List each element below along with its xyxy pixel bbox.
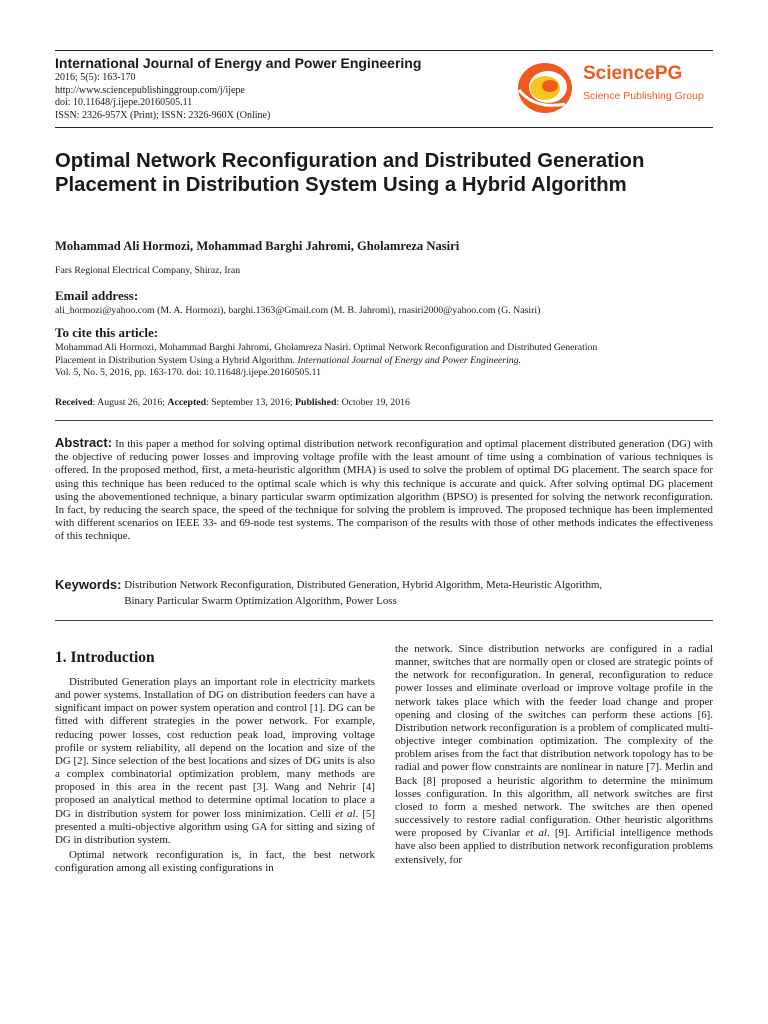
intro-paragraph-1 [55, 676, 375, 847]
abstract-text: In this paper a method for solving optimal distribution network reconfiguration and optimal placement distributed generation (DG) with the objective of reducing power losses and improving voltage profile with the least amount of time using a combination of various techniques is offered. In the proposed method, first, a meta-heuristic algorithm (MHA) is used to solve the problem of optimal DG placement. The search space for using this technique has been reduced to the optimal scale which is why this technique is accurate and quick. After solving optimal DG placement using the abovementioned technique, a binary particular swarm optimization algorithm (BPSO) is presented for solving the network reconfiguration. In fact, by reducing the search space, the speed of the technique for solving the problem is improved. The proposed technique has been implemented with different scenarios on IEEE 33- and 69-node test systems. The comparison of the results with those of other methods indicates the effectiveness of this technique. [55, 438, 713, 543]
journal-doi: doi: 10.11648/j.ijepe.20160505.11 [55, 97, 193, 109]
intro-right-text: the network. Since distribution networks are configured in a radial manner, switches that are normally open or closed are strategic points of the network for reconfiguration. In general, reconfiguration to reduce power losses and eliminate overload or improve voltage profile in the network takes place which with the feeder load change and proper opening and closing of the switches can perform these actions [6]. Distribution network reconfiguration is a problem of complicated multi-objective integer combination optimization. The complexity of the problem arises from the fact that distribution network topology has to be radial and power flow constraints are nonlinear in nature [7]. Merlin and Back [8] proposed a heuristic algorithm to determine the minimum losses configuration. In this algorithm, all network switches are first closed to form a meshed network. The switches are then opened successively to restore radial configuration. Other heuristic algorithms were proposed by Civanlar [395, 643, 713, 840]
received-label: Received [55, 397, 93, 408]
header-bottom-rule [55, 127, 713, 128]
header-top-rule [55, 50, 713, 51]
paper-title: Optimal Network Reconfiguration and Distributed Generation Placement in Distribution System Using a Hybrid Algorithm [55, 150, 645, 196]
journal-meta [55, 72, 270, 122]
cite-line-2-text: Placement in Distribution System Using a Hybrid Algorithm. [55, 354, 298, 366]
logo-subtitle: Science Publishing Group [583, 90, 704, 102]
sciencepg-swirl-icon [515, 60, 577, 116]
sciencepg-logo [513, 60, 713, 115]
keywords-label: Keywords: [55, 577, 122, 592]
published-date: : October 19, 2016 [336, 397, 410, 408]
cite-journal: International Journal of Energy and Power Engineering. [297, 354, 522, 366]
journal-issn: ISSN: 2326-957X (Print); ISSN: 2326-960X (Online) [55, 109, 271, 121]
email-heading: Email address: [55, 288, 139, 303]
intro-right-end: . [9]. Artificial intelligence methods have also been applied to distribution network reconfiguration problems extensively, for [395, 827, 713, 866]
intro-p1-text: Distributed Generation plays an important role in electricity markets and power systems. Installation of DG on distribution feeders can have a significant impact on power system operation and control [1]. DG can be fitted with different strategies in the power network. For example, reducing power losses, cost reduction peak load, improving voltage profile or system reliability, all depend on the location and size of the DG [2]. Since selection of the best locations and sizes of DG units is also a complex combinatorial optimization problem, many methods are proposed in this area in the recent past [3]. Wang and Nehrir [4] proposed an analytical method to determine optimal location to place a DG in distribution system for power loss minimization. Celli [55, 676, 375, 820]
cite-line-2 [55, 355, 597, 368]
logo-name: SciencePG [583, 63, 683, 84]
intro-right-paragraph [395, 643, 713, 867]
journal-url[interactable]: http://www.sciencepublishinggroup.com/j/ijepe [55, 84, 245, 96]
publication-dates [55, 397, 410, 408]
abstract-top-rule [55, 420, 713, 421]
keywords [55, 577, 713, 609]
email-addresses: ali_hormozi@yahoo.com (M. A. Hormozi), barghi.1363@Gmail.com (M. B. Jahromi), rnasiri2000@yahoo.com (G. Nasiri) [55, 305, 541, 316]
intro-right-etal: et al [525, 827, 547, 840]
intro-right-column [395, 643, 713, 867]
keywords-line-1: Distribution Network Reconfiguration, Distributed Generation, Hybrid Algorithm, Meta-Heuristic Algorithm, [124, 579, 603, 591]
journal-issue: 2016; 5(5): 163-170 [55, 72, 136, 83]
abstract [55, 436, 713, 544]
cite-line-1: Mohammad Ali Hormozi, Mohammad Barghi Jahromi, Gholamreza Nasiri. Optimal Network Reconfiguration and Distributed Generation [55, 342, 598, 353]
affiliation: Fars Regional Electrical Company, Shiraz, Iran [55, 265, 241, 276]
journal-name: International Journal of Energy and Power Engineering [55, 55, 422, 71]
intro-left-column [55, 676, 375, 875]
intro-paragraph-2: Optimal network reconfiguration is, in fact, the best network configuration among all existing configurations in [55, 849, 375, 875]
published-label: Published [295, 397, 337, 408]
cite-line-3: Vol. 5, No. 5, 2016, pp. 163-170. doi: 10.11648/j.ijepe.20160505.11 [55, 367, 322, 379]
intro-p1-etal: et al [335, 807, 356, 820]
cite-text [55, 342, 597, 380]
accepted-label: Accepted [167, 397, 207, 408]
keywords-bottom-rule [55, 620, 713, 621]
abstract-label: Abstract: [55, 435, 113, 450]
accepted-date: : September 13, 2016; [206, 397, 296, 408]
keywords-line-2: Binary Particular Swarm Optimization Algorithm, Power Loss [124, 595, 397, 607]
intro-p1-end: . [5] presented a multi-objective algorithm using GA for sitting and sizing of DG in distribution system. [55, 807, 375, 846]
section-heading-introduction: 1. Introduction [55, 649, 155, 666]
cite-heading: To cite this article: [55, 325, 159, 340]
keywords-list [124, 577, 699, 609]
authors: Mohammad Ali Hormozi, Mohammad Barghi Jahromi, Gholamreza Nasiri [55, 239, 460, 253]
received-date: : August 26, 2016; [92, 397, 168, 408]
